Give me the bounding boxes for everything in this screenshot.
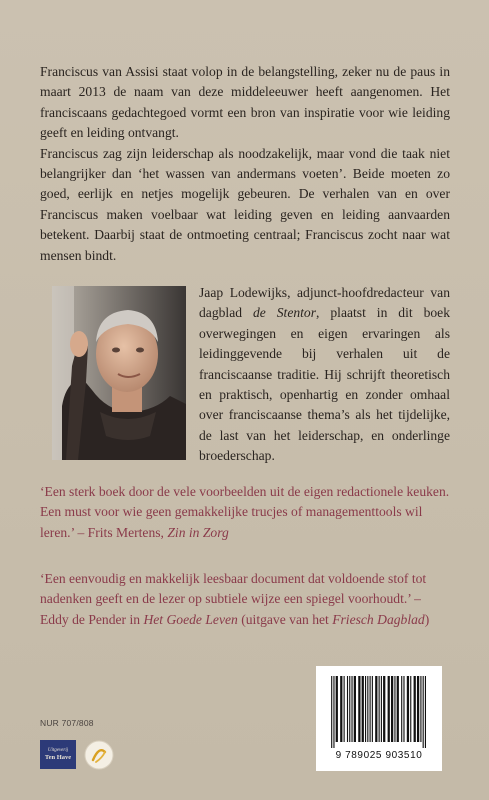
barcode-bar bbox=[423, 676, 424, 748]
barcode-bar bbox=[417, 676, 419, 742]
barcode-bar bbox=[391, 676, 393, 742]
barcode-bar bbox=[420, 676, 421, 742]
barcode-bar bbox=[347, 676, 348, 742]
barcode-bar bbox=[403, 676, 404, 742]
barcode-bar bbox=[367, 676, 368, 742]
isbn-barcode bbox=[316, 666, 442, 771]
publisher-logo bbox=[40, 740, 76, 769]
intro-text bbox=[40, 62, 450, 266]
barcode-bar bbox=[388, 676, 390, 742]
publisher-line-1: Uitgeverij bbox=[47, 747, 69, 753]
barcode-bar bbox=[375, 676, 377, 742]
imprint-logo-icon bbox=[84, 740, 114, 770]
barcode-bar bbox=[397, 676, 399, 742]
barcode-bar bbox=[425, 676, 426, 748]
barcode-bar bbox=[333, 676, 334, 748]
quote-2-tail-source: Friesch Dagblad bbox=[332, 611, 425, 627]
barcode-bar bbox=[362, 676, 364, 742]
barcode-bar bbox=[370, 676, 371, 742]
barcode-bar bbox=[414, 676, 416, 742]
barcode-bar bbox=[372, 676, 373, 742]
quote-2-source: Het Goede Leven bbox=[143, 611, 238, 627]
barcode-bar bbox=[340, 676, 342, 742]
barcode-bar bbox=[383, 676, 385, 742]
nur-code: NUR 707/808 bbox=[40, 718, 94, 728]
barcode-bars bbox=[330, 676, 428, 748]
barcode-bar bbox=[354, 676, 356, 742]
author-bio bbox=[199, 283, 450, 467]
review-quote-2 bbox=[40, 569, 450, 630]
quote-2-tail-after: ) bbox=[424, 611, 430, 627]
barcode-bar bbox=[331, 676, 332, 748]
isbn-number: 9 789025 903510 bbox=[335, 750, 423, 761]
author-photo-image bbox=[52, 286, 186, 460]
imprint-logo-svg bbox=[84, 740, 114, 770]
barcode-bar bbox=[358, 676, 360, 742]
barcode-bar bbox=[394, 676, 395, 742]
barcode-bar bbox=[381, 676, 382, 742]
barcode-bar bbox=[410, 676, 411, 742]
quote-2-text: ‘Een eenvoudig en makkelijk leesbaar document dat voldoende stof tot nadenken geeft en de lezer op subtiele wijze een spiegel voorhoudt.’ – Eddy de Pender in bbox=[40, 571, 427, 627]
barcode-bar bbox=[336, 676, 338, 742]
barcode-bar bbox=[365, 676, 366, 742]
quote-2-tail-before: (uitgave van het bbox=[237, 611, 333, 627]
barcode-bar bbox=[379, 676, 380, 742]
quote-1-text: ‘Een sterk boek door de vele voorbeelden uit de eigen redactionele keuken. Een must voor wie geen gemakkelijke trucjes of managementtools wil leren.’ – Frits Mertens, bbox=[40, 484, 450, 540]
intro-paragraph-1: Franciscus van Assisi staat volop in de belangstelling, zeker nu de paus in maart 2013 de naam van deze middeleeuwer heeft aangenomen. Het franciscaans gedachtegoed vormt een bron van inspiratie voor wie leiding geeft en leiding ontvangt. bbox=[40, 64, 450, 141]
quote-1-source: Zin in Zorg bbox=[167, 524, 229, 540]
intro-paragraph-2: Franciscus zag zijn leiderschap als noodzakelijk, maar vond die taak niet belangrijker dan ‘het wassen van andermans voeten’. Beide moeten zo goed, eerlijk en netjes mogelijk gebeuren. De verhalen van en over Franciscus maken voelbaar wat leiding geven en leiding aanvaarden betekent. Daarbij staat de ontmoeting centraal; Franciscus zocht naar wat mensen bindt. bbox=[40, 145, 450, 263]
barcode-bar bbox=[344, 676, 345, 742]
bio-end: , plaatst in dit boek overwegingen en eigen ervaringen als leidinggevende bij verhalen uit de franciscaanse traditie. Hij schrijft theoretisch en praktisch, openhartig en zonder omhaal over franciscaanse thema’s als het tijdelijke, de last van het leiderschap, en onderlinge broederschap. bbox=[199, 305, 451, 464]
publisher-line-2: Ten Have bbox=[44, 753, 72, 761]
barcode-bar bbox=[407, 676, 409, 742]
barcode-bar bbox=[349, 676, 350, 742]
review-quote-1 bbox=[40, 482, 450, 543]
newspaper-name: de Stentor bbox=[252, 305, 317, 321]
barcode-bar bbox=[351, 676, 352, 742]
bio-start: Jaap Lodewijks, adjunct-hoofdredacteur van dagblad bbox=[199, 285, 450, 321]
barcode-bar bbox=[401, 676, 402, 742]
author-photo bbox=[52, 286, 186, 460]
